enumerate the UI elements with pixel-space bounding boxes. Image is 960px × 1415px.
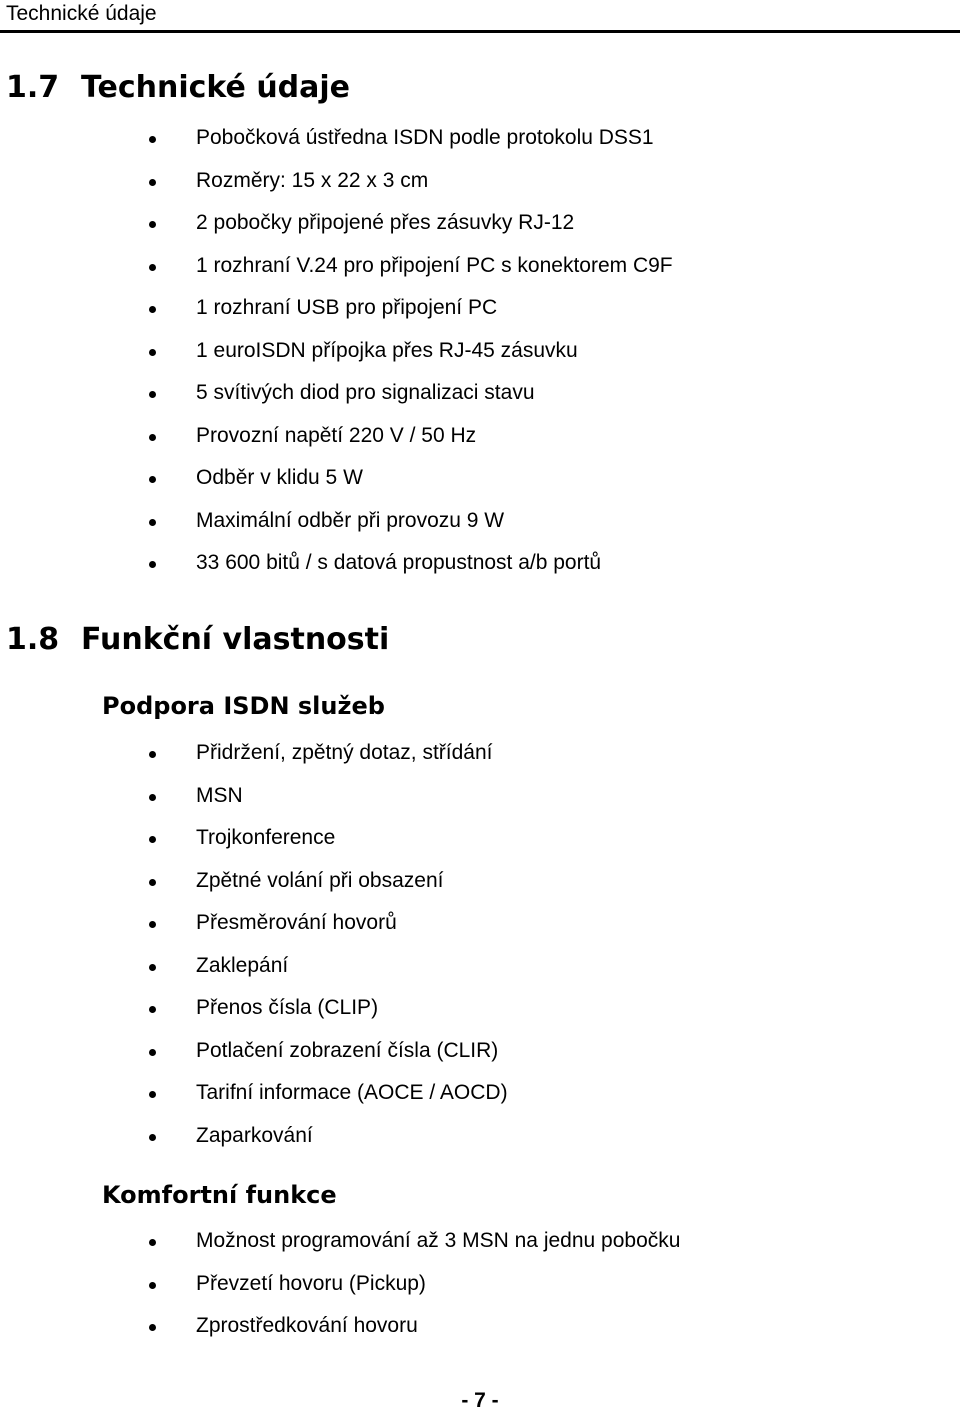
bullet-icon: [149, 794, 156, 801]
list-item-text: Zpětné volání při obsazení: [196, 868, 444, 892]
bullet-icon: [149, 519, 156, 526]
list-item-text: 1 rozhraní V.24 pro připojení PC s konektorem C9F: [196, 253, 673, 277]
list-item-text: Provozní napětí 220 V / 50 Hz: [196, 423, 477, 447]
list-item-text: 5 svítivých diod pro signalizaci stavu: [196, 381, 535, 404]
bullet-icon: [149, 964, 156, 971]
bullet-icon: [149, 1324, 156, 1331]
bullet-icon: [149, 921, 156, 928]
subsection-heading-comfort-functions: Komfortní funkce: [102, 1181, 337, 1209]
list-item-text: Přesměrování hovorů: [196, 911, 397, 934]
list-item-text: Pobočková ústředna ISDN podle protokolu DSS1: [196, 126, 654, 149]
subsection-heading-isdn-services: Podpora ISDN služeb: [102, 692, 385, 720]
section-number: 1.8: [6, 622, 60, 657]
bullet-icon: [149, 1091, 156, 1098]
list-item-text: Přidržení, zpětný dotaz, střídání: [196, 741, 493, 764]
list-item-text: 2 pobočky připojené přes zásuvky RJ-12: [196, 211, 575, 234]
bullet-icon: [149, 349, 156, 356]
bullet-icon: [149, 221, 156, 228]
list-item-text: Potlačení zobrazení čísla (CLIR): [196, 1038, 499, 1062]
list-item-text: Přenos čísla (CLIP): [196, 996, 379, 1019]
bullet-icon: [149, 1006, 156, 1013]
running-header: Technické údaje: [6, 2, 157, 25]
list-item-text: Zaklepání: [196, 953, 289, 977]
bullet-icon: [149, 836, 156, 843]
list-item-text: 33 600 bitů / s datová propustnost a/b portů: [196, 551, 602, 574]
header-divider: [0, 30, 960, 33]
list-item-text: Možnost programování až 3 MSN na jednu pobočku: [196, 1229, 681, 1252]
bullet-icon: [149, 179, 156, 186]
bullet-icon: [149, 879, 156, 886]
list-item-text: Zprostředkování hovoru: [196, 1314, 418, 1337]
bullet-icon: [149, 1049, 156, 1056]
page-number: - 7 -: [461, 1389, 499, 1412]
section-heading-technical-data: [6, 70, 350, 106]
list-item-text: Rozměry: 15 x 22 x 3 cm: [196, 168, 429, 192]
bullet-icon: [149, 561, 156, 568]
list-item-text: 1 rozhraní USB pro připojení PC: [196, 296, 498, 319]
bullet-icon: [149, 434, 156, 441]
bullet-icon: [149, 476, 156, 483]
bullet-icon: [149, 1134, 156, 1141]
bullet-icon: [149, 136, 156, 143]
list-item-text: Trojkonference: [196, 826, 336, 849]
bullet-icon: [149, 264, 156, 271]
list-item-text: Zaparkování: [196, 1123, 313, 1147]
list-item-text: 1 euroISDN přípojka přes RJ-45 zásuvku: [196, 338, 578, 362]
bullet-icon: [149, 1282, 156, 1289]
section-title: Funkční vlastnosti: [81, 622, 390, 657]
bullet-icon: [149, 306, 156, 313]
bullet-icon: [149, 751, 156, 758]
list-item-text: MSN: [196, 783, 243, 807]
bullet-icon: [149, 391, 156, 398]
list-item-text: Maximální odběr při provozu 9 W: [196, 508, 505, 532]
bullet-icon: [149, 1239, 156, 1246]
section-heading-features: [6, 622, 389, 658]
list-item-text: Tarifní informace (AOCE / AOCD): [196, 1081, 508, 1104]
list-item-text: Převzetí hovoru (Pickup): [196, 1271, 426, 1295]
list-item-text: Odběr v klidu 5 W: [196, 466, 363, 489]
section-title: Technické údaje: [81, 70, 351, 105]
section-number: 1.7: [6, 70, 60, 105]
